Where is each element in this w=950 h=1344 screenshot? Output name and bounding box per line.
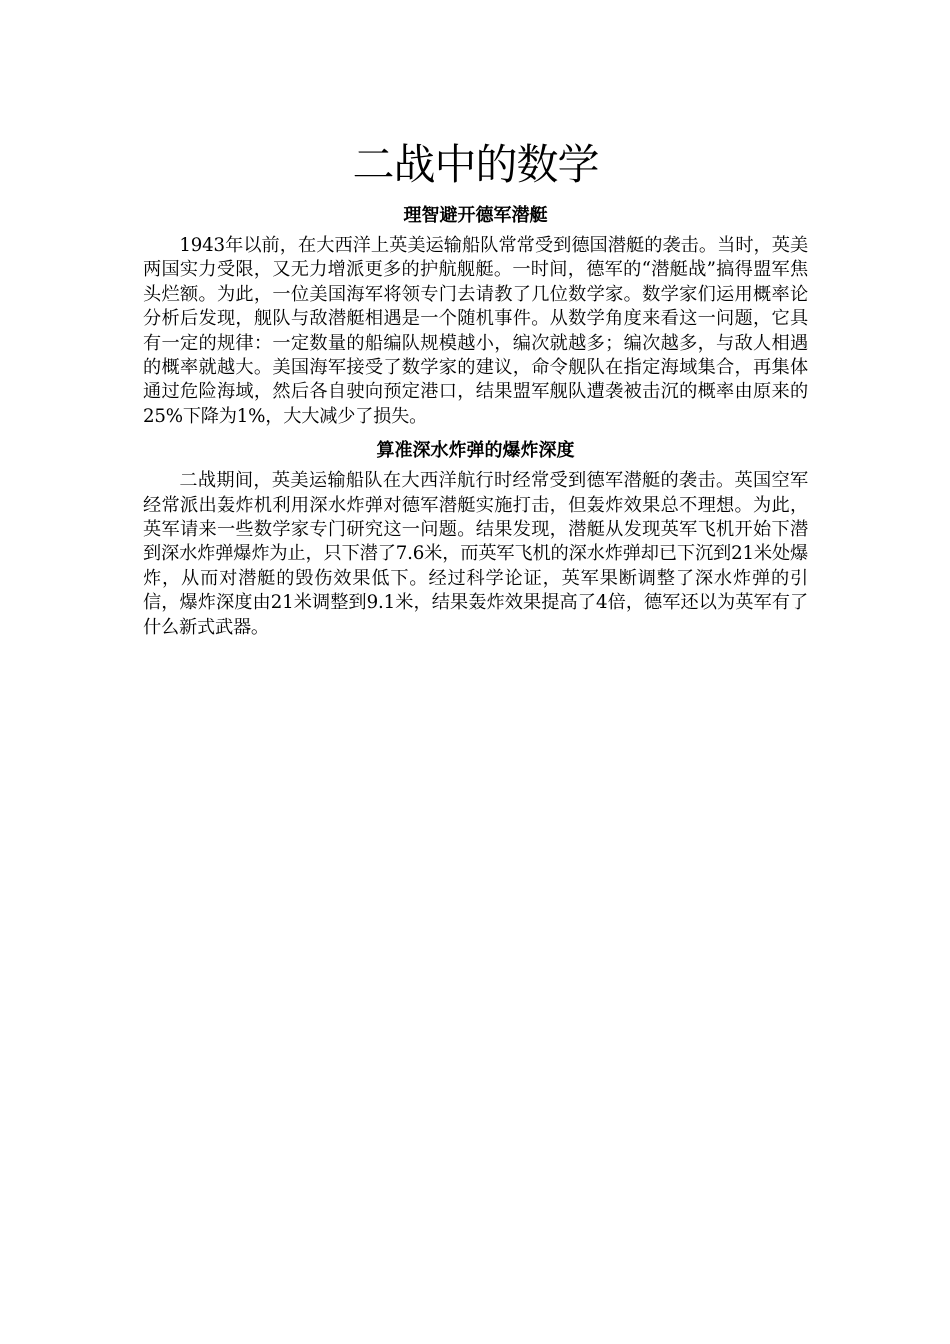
section-heading-depth-charge: 算准深水炸弹的爆炸深度 [376, 440, 575, 462]
section-paragraph-submarine-avoidance: 1943年以前，在大西洋上英美运输船队常常受到德国潜艇的袭击。当时，英美两国实力受限，又无力增派更多的护航舰艇。一时间，德军的“潜艇战”搞得盟军焦头烂额。为此，一位美国海军将领专门去请教了几位数学家。数学家们运用概率论分析后发现，舰队与敌潜艇相遇是一个随机事件。从数学角度来看这一问题，它具有一定的规律：一定数量的船编队规模越小，编次就越多；编次越多，与敌人相遇的概率就越大。美国海军接受了数学家的建议，命令舰队在指定海域集合，再集体通过危险海域，然后各自驶向预定港口，结果盟军舰队遭袭被击沉的概率由原来的25%下降为1%，大大减少了损失。 [143, 235, 808, 427]
document-page [143, 0, 808, 640]
section-paragraph-depth-charge: 二战期间，英美运输船队在大西洋航行时经常受到德军潜艇的袭击。英国空军经常派出轰炸机利用深水炸弹对德军潜艇实施打击，但轰炸效果总不理想。为此，英军请来一些数学家专门研究这一问题。结果发现，潜艇从发现英军飞机开始下潜到深水炸弹爆炸为止，只下潜了7.6米，而英军飞机的深水炸弹却已下沉到21米处爆炸，从而对潜艇的毁伤效果低下。经过科学论证，英军果断调整了深水炸弹的引信，爆炸深度由21米调整到9.1米，结果轰炸效果提高了4倍，德军还以为英军有了什么新式武器。 [143, 470, 808, 638]
section-heading-submarine-avoidance: 理智避开德军潜艇 [403, 205, 548, 226]
document-title: 二战中的数学 [352, 140, 599, 189]
